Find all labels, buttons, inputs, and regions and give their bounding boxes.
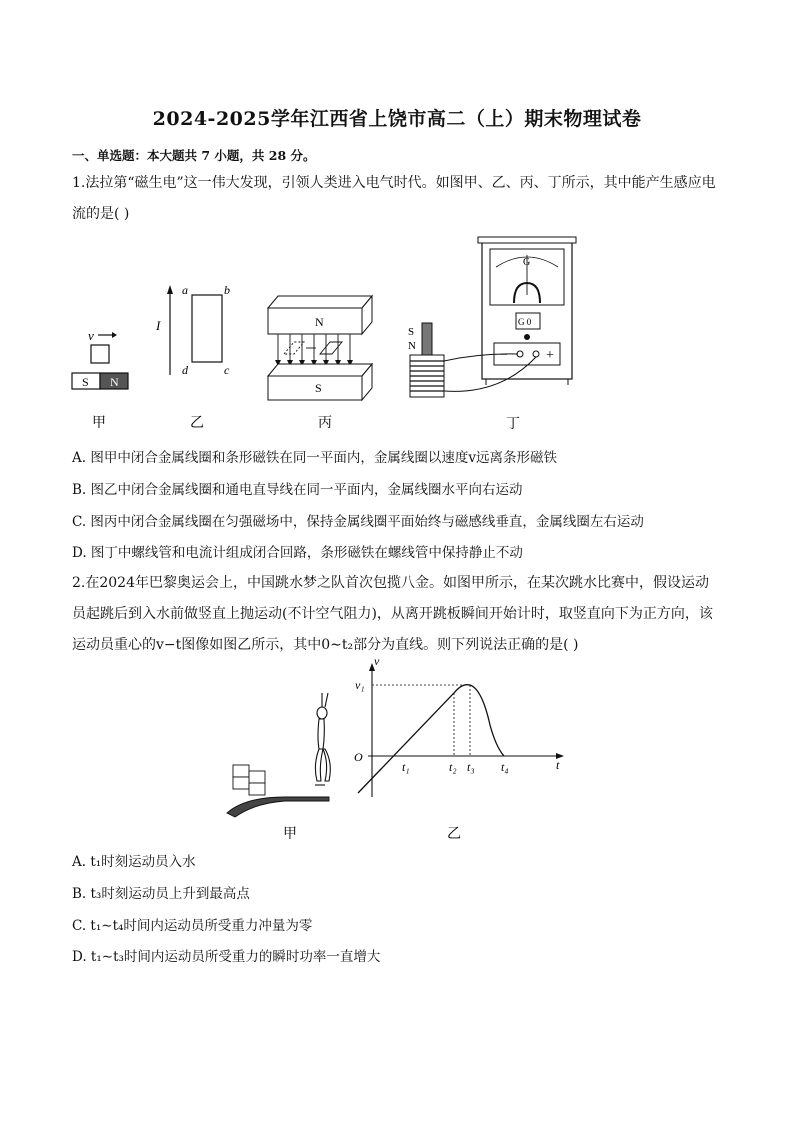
- bar-s-label: S: [408, 326, 415, 338]
- fig2-label-jia: 甲: [283, 827, 297, 842]
- coil-dashed: [284, 342, 304, 354]
- q1-figure-ding: [400, 235, 590, 435]
- magnet-s-label: S: [82, 375, 89, 389]
- vt-curve: [358, 685, 504, 793]
- corner-d: d: [182, 363, 188, 377]
- q1-option-c[interactable]: C. 图丙中闭合金属线圈在匀强磁场中，保持金属线圈平面始终与磁感线垂直，金属线圈左右运动: [72, 514, 644, 530]
- axis-t-label: t: [556, 758, 560, 772]
- bar-n-label: N: [408, 340, 416, 352]
- fig-label-yi: 乙: [190, 416, 204, 431]
- section-heading: 一、单选题：本大题共 7 小题，共 28 分。: [72, 148, 316, 163]
- q2-figure-jia: [225, 685, 335, 845]
- stand-block-2: [249, 771, 265, 783]
- fig-label-jia: 甲: [92, 416, 106, 431]
- q2-option-a[interactable]: A. t₁时刻运动员入水: [72, 854, 196, 870]
- coil-solid: [320, 342, 342, 354]
- corner-b: b: [224, 283, 230, 297]
- q1-option-b[interactable]: B. 图乙中闭合金属线圈和通电直导线在同一平面内，金属线圈水平向右运动: [72, 482, 523, 498]
- magnet-n-label: N: [110, 375, 119, 389]
- velocity-arrowhead: [112, 332, 117, 338]
- q1-stem: 1.法拉第“磁生电”这一伟大发现，引领人类进入电气时代。如图甲、乙、丙、丁所示，其中能产生感应电流的是( ): [72, 175, 716, 222]
- terminal-minus: −: [500, 348, 508, 363]
- stand-block-3: [233, 777, 249, 789]
- diver: [315, 693, 330, 785]
- fig-label-bing: 丙: [318, 416, 332, 431]
- stand-block-1: [233, 765, 249, 777]
- q2-option-d[interactable]: D. t₁∼t₃时间内运动员所受重力的瞬时功率一直增大: [72, 949, 381, 965]
- q2-option-b[interactable]: B. t₃时刻运动员上升到最高点: [72, 886, 250, 902]
- q1-figure-bing: [262, 290, 377, 435]
- t2-label: t₂: [449, 760, 457, 774]
- origin-label: O: [354, 750, 363, 764]
- pole-s-label: S: [315, 381, 322, 395]
- q2-option-c[interactable]: C. t₁∼t₄时间内运动员所受重力冲量为零: [72, 918, 313, 934]
- terminal-plus: +: [546, 348, 554, 363]
- q1-option-d[interactable]: D. 图丁中螺线管和电流计组成闭合回路，条形磁铁在螺线管中保持静止不动: [72, 545, 523, 561]
- q1-figure-yi: [150, 280, 245, 435]
- solenoid: [410, 355, 444, 397]
- diving-board: [227, 797, 329, 817]
- t1-label: t₁: [402, 760, 410, 774]
- coil-box-label: G 0: [518, 317, 532, 327]
- t4-label: t₄: [501, 760, 509, 774]
- v1-label: v₁: [355, 678, 365, 692]
- bar-magnet: [422, 323, 432, 359]
- current-arrowhead: [167, 285, 173, 294]
- field-lines: [278, 334, 350, 364]
- q2-stem: 2.在2024年巴黎奥运会上，中国跳水梦之队首次包揽八金。如图甲所示，在某次跳水比赛中，假设运动员起跳后到入水前做竖直上抛运动(不计空气阻力)，从离开跳板瞬间开始计时，取竖直向下为正方向，该运动员重心的v−t图像如图乙所示，其中0∼t₂部分为直线。则下列说法正确的是( ): [72, 575, 713, 653]
- stand-block-4: [249, 783, 265, 795]
- gauge-g-label: G: [523, 257, 531, 268]
- galvanometer-top: [478, 237, 576, 243]
- rect-coil: [192, 295, 222, 362]
- fig-label-ding: 丁: [506, 417, 520, 432]
- pivot: [524, 334, 530, 340]
- t3-label: t₃: [467, 760, 475, 774]
- q1-option-a[interactable]: A. 图甲中闭合金属线圈和条形磁铁在同一平面内，金属线圈以速度v远离条形磁铁: [72, 450, 557, 466]
- fig2-label-yi: 乙: [447, 827, 461, 842]
- magnet-s-top: [268, 364, 372, 376]
- corner-a: a: [182, 283, 188, 297]
- corner-c: c: [224, 363, 230, 377]
- axis-v-label: v: [374, 655, 380, 668]
- metal-coil-square: [91, 345, 109, 363]
- current-label: I: [156, 318, 161, 333]
- magnet-n-top: [268, 296, 372, 308]
- pole-n-label: N: [315, 315, 324, 329]
- q2-figure-yi: [350, 655, 575, 845]
- page-title: 2024-2025学年江西省上饶市高二（上）期末物理试卷: [152, 108, 642, 130]
- velocity-label: v: [88, 328, 94, 343]
- q1-figure-jia: [70, 325, 140, 435]
